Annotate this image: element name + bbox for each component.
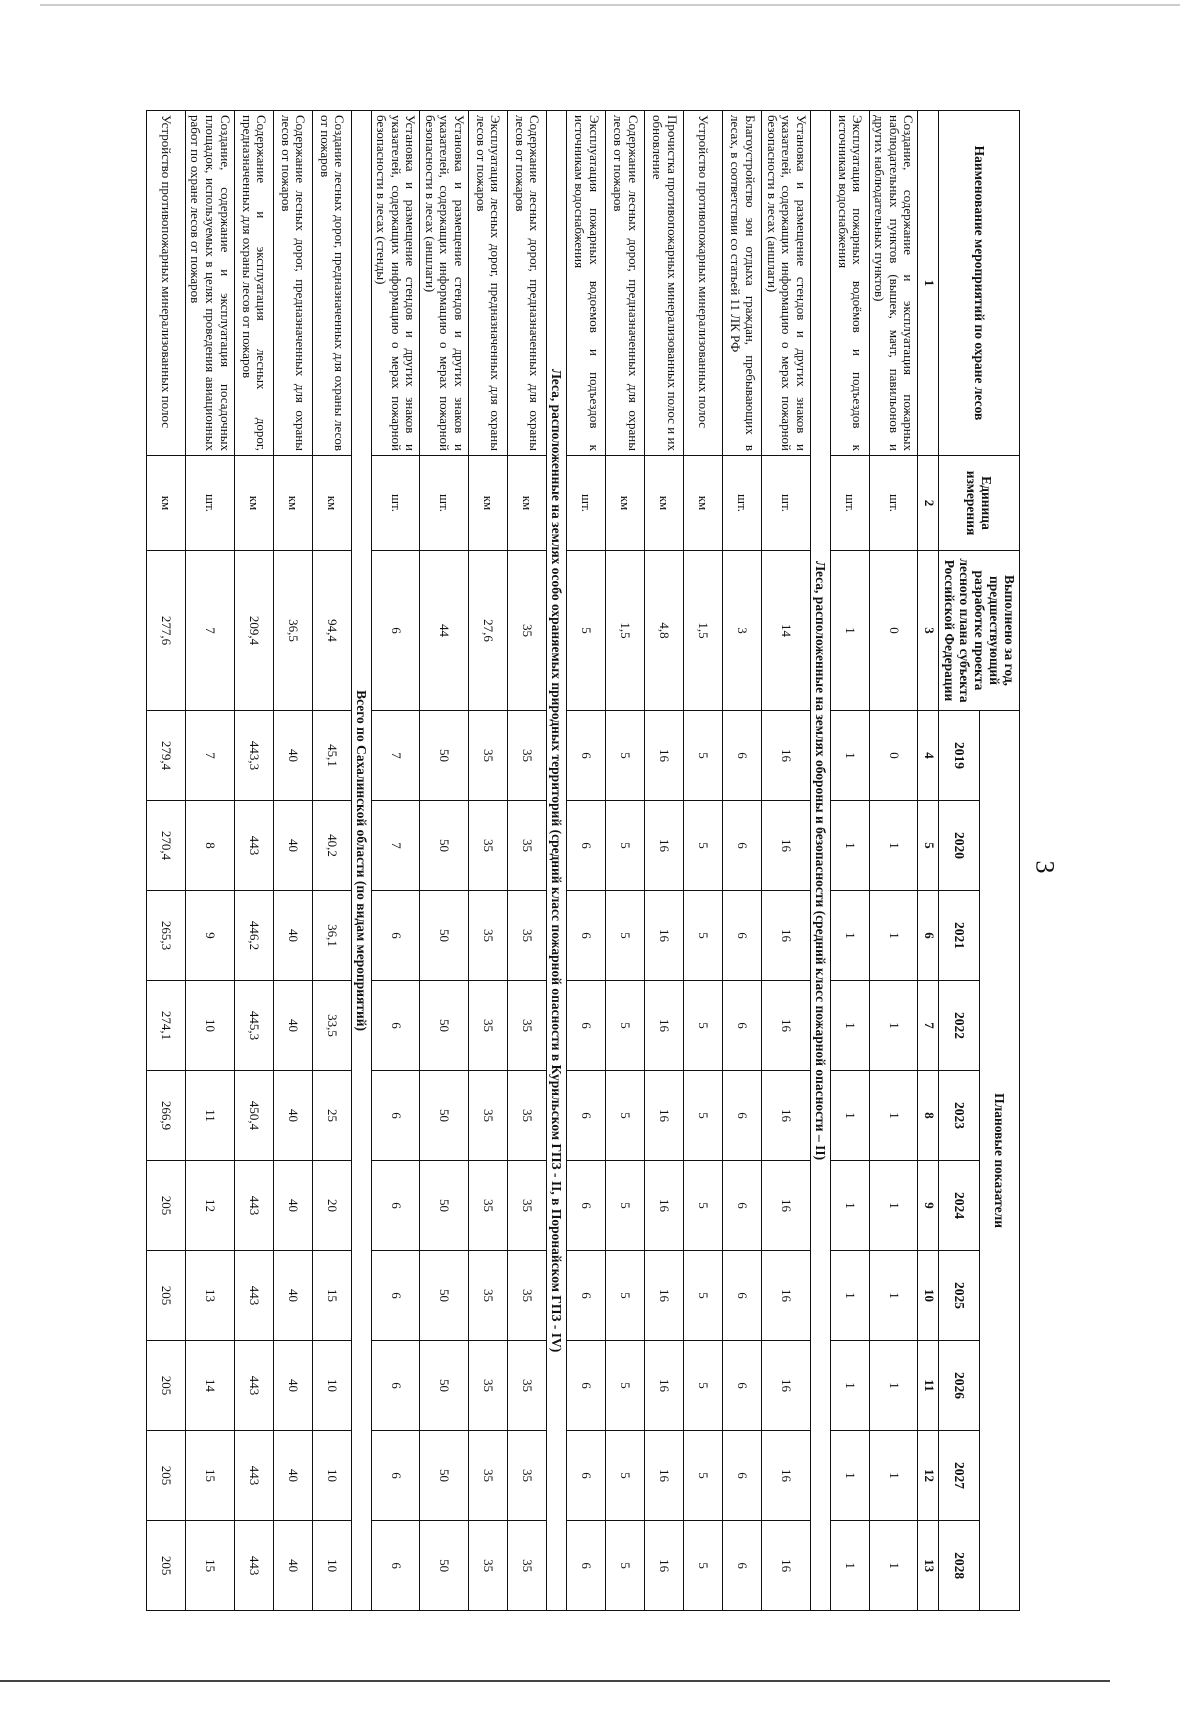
planned-value-cell: 40 bbox=[273, 891, 312, 981]
planned-value-cell: 7 bbox=[371, 801, 420, 891]
planned-value-cell: 6 bbox=[567, 801, 606, 891]
unit-cell: шт. bbox=[762, 456, 811, 551]
planned-value-cell: 16 bbox=[762, 1431, 811, 1521]
planned-value-cell: 6 bbox=[371, 1251, 420, 1341]
planned-value-cell: 50 bbox=[420, 1521, 469, 1611]
planned-value-cell: 446,2 bbox=[234, 891, 273, 981]
header-year: 2019 bbox=[939, 711, 979, 801]
planned-value-cell: 1 bbox=[869, 1071, 918, 1161]
section-title: Леса, расположенные на землях обороны и безопасности (средний класс пожарной опасности – II) bbox=[810, 111, 830, 1611]
activity-name-cell: Установка и размещение стендов и других знаков и указателей, содержащих информацию о мерах пожарной безопасности в лесах (аншлаги) bbox=[762, 111, 811, 456]
planned-value-cell: 1 bbox=[869, 1431, 918, 1521]
unit-cell: шт. bbox=[567, 456, 606, 551]
planned-value-cell: 16 bbox=[645, 1251, 684, 1341]
planned-value-cell: 50 bbox=[420, 1431, 469, 1521]
planned-value-cell: 0 bbox=[869, 711, 918, 801]
done-value-cell: 44 bbox=[420, 551, 469, 711]
planned-value-cell: 7 bbox=[371, 711, 420, 801]
planned-value-cell: 5 bbox=[606, 891, 645, 981]
planned-value-cell: 1 bbox=[830, 891, 869, 981]
planned-value-cell: 40 bbox=[273, 1251, 312, 1341]
planned-value-cell: 6 bbox=[371, 1521, 420, 1611]
planned-value-cell: 6 bbox=[723, 1071, 762, 1161]
planned-value-cell: 1 bbox=[830, 981, 869, 1071]
activity-name-cell: Эксплуатация лесных дорог, предназначенных для охраны лесов от пожаров bbox=[468, 111, 507, 456]
planned-value-cell: 10 bbox=[185, 981, 234, 1071]
column-number-cell: 7 bbox=[918, 981, 939, 1071]
planned-value-cell: 5 bbox=[606, 1071, 645, 1161]
planned-value-cell: 35 bbox=[507, 711, 546, 801]
planned-value-cell: 35 bbox=[468, 1251, 507, 1341]
planned-value-cell: 6 bbox=[723, 1251, 762, 1341]
planned-value-cell: 1 bbox=[830, 1341, 869, 1431]
done-value-cell: 1,5 bbox=[684, 551, 723, 711]
done-value-cell: 35 bbox=[507, 551, 546, 711]
planned-value-cell: 265,3 bbox=[146, 891, 185, 981]
table-row bbox=[830, 111, 869, 1611]
planned-value-cell: 450,4 bbox=[234, 1071, 273, 1161]
planned-value-cell: 5 bbox=[684, 1161, 723, 1251]
table-row bbox=[567, 111, 606, 1611]
activity-name-cell: Установка и размещение стендов и других знаков и указателей, содержащих информацию о мерах пожарной безопасности в лесах (стенды) bbox=[371, 111, 420, 456]
planned-value-cell: 40 bbox=[273, 1521, 312, 1611]
planned-value-cell: 16 bbox=[762, 1071, 811, 1161]
planned-value-cell: 50 bbox=[420, 1341, 469, 1431]
table-row bbox=[869, 111, 918, 1611]
planned-value-cell: 16 bbox=[645, 1071, 684, 1161]
planned-value-cell: 1 bbox=[869, 981, 918, 1071]
planned-value-cell: 5 bbox=[684, 801, 723, 891]
planned-value-cell: 6 bbox=[567, 1161, 606, 1251]
planned-value-cell: 35 bbox=[468, 801, 507, 891]
section-heading-row bbox=[810, 111, 830, 1611]
planned-value-cell: 35 bbox=[507, 801, 546, 891]
planned-value-cell: 35 bbox=[468, 981, 507, 1071]
activity-name-cell: Устройство противопожарных минерализованных полос bbox=[146, 111, 185, 456]
planned-value-cell: 6 bbox=[723, 1521, 762, 1611]
activity-name-cell: Содержание лесных дорог, предназначенных для охраны лесов от пожаров bbox=[273, 111, 312, 456]
planned-value-cell: 35 bbox=[468, 1071, 507, 1161]
planned-value-cell: 5 bbox=[684, 891, 723, 981]
column-number-cell: 2 bbox=[918, 456, 939, 551]
planned-value-cell: 205 bbox=[146, 1431, 185, 1521]
planned-value-cell: 35 bbox=[468, 1521, 507, 1611]
planned-value-cell: 16 bbox=[762, 891, 811, 981]
planned-value-cell: 35 bbox=[507, 1431, 546, 1521]
header-name: Наименование мероприятий по охране лесов bbox=[939, 111, 1020, 456]
planned-value-cell: 1 bbox=[869, 1251, 918, 1341]
planned-value-cell: 279,4 bbox=[146, 711, 185, 801]
planned-value-cell: 266,9 bbox=[146, 1071, 185, 1161]
planned-value-cell: 1 bbox=[869, 1341, 918, 1431]
planned-value-cell: 36,1 bbox=[312, 891, 351, 981]
unit-cell: км bbox=[234, 456, 273, 551]
table-row bbox=[762, 111, 811, 1611]
planned-value-cell: 6 bbox=[723, 801, 762, 891]
planned-value-cell: 35 bbox=[468, 891, 507, 981]
column-number-cell: 12 bbox=[918, 1431, 939, 1521]
unit-cell: км bbox=[273, 456, 312, 551]
planned-value-cell: 16 bbox=[762, 1251, 811, 1341]
done-value-cell: 4,8 bbox=[645, 551, 684, 711]
activity-name-cell: Эксплуатация пожарных водоёмов и подъездов к источникам водоснабжения bbox=[830, 111, 869, 456]
column-number-cell: 8 bbox=[918, 1071, 939, 1161]
planned-value-cell: 16 bbox=[645, 801, 684, 891]
unit-cell: км bbox=[312, 456, 351, 551]
header-unit: Единица измерения bbox=[939, 456, 1020, 551]
planned-value-cell: 9 bbox=[185, 891, 234, 981]
planned-value-cell: 6 bbox=[371, 1071, 420, 1161]
planned-value-cell: 6 bbox=[567, 1341, 606, 1431]
planned-value-cell: 16 bbox=[645, 981, 684, 1071]
activity-name-cell: Создание лесных дорог, предназначенных для охраны лесов от пожаров bbox=[312, 111, 351, 456]
planned-value-cell: 40 bbox=[273, 1161, 312, 1251]
unit-cell: км bbox=[606, 456, 645, 551]
header-year: 2026 bbox=[939, 1341, 979, 1431]
planned-value-cell: 35 bbox=[507, 1521, 546, 1611]
planned-value-cell: 16 bbox=[762, 1341, 811, 1431]
planned-value-cell: 15 bbox=[185, 1431, 234, 1521]
planned-value-cell: 1 bbox=[869, 1521, 918, 1611]
planned-value-cell: 1 bbox=[830, 1161, 869, 1251]
column-number-cell: 3 bbox=[918, 551, 939, 711]
done-value-cell: 7 bbox=[185, 551, 234, 711]
section-title: Всего по Сахалинской области (по видам мероприятий) bbox=[351, 111, 371, 1611]
planned-value-cell: 20 bbox=[312, 1161, 351, 1251]
planned-value-cell: 5 bbox=[606, 981, 645, 1071]
header-year: 2021 bbox=[939, 891, 979, 981]
planned-value-cell: 6 bbox=[371, 1341, 420, 1431]
column-number-cell: 5 bbox=[918, 801, 939, 891]
planned-value-cell: 6 bbox=[567, 1521, 606, 1611]
column-numbers-row bbox=[918, 111, 939, 1611]
planned-value-cell: 5 bbox=[606, 1341, 645, 1431]
planned-value-cell: 45,1 bbox=[312, 711, 351, 801]
activity-name-cell: Содержание и эксплуатация лесных дорог, предназначенных для охраны лесов от пожаров bbox=[234, 111, 273, 456]
planned-value-cell: 6 bbox=[371, 1161, 420, 1251]
done-value-cell: 27,6 bbox=[468, 551, 507, 711]
planned-value-cell: 6 bbox=[567, 1431, 606, 1521]
planned-value-cell: 50 bbox=[420, 1161, 469, 1251]
planned-value-cell: 10 bbox=[312, 1431, 351, 1521]
table-row bbox=[146, 111, 185, 1611]
table-row bbox=[185, 111, 234, 1611]
planned-value-cell: 5 bbox=[606, 711, 645, 801]
section-heading-row bbox=[351, 111, 371, 1611]
planned-value-cell: 1 bbox=[869, 801, 918, 891]
planned-value-cell: 50 bbox=[420, 711, 469, 801]
planned-value-cell: 5 bbox=[684, 1521, 723, 1611]
column-number-cell: 4 bbox=[918, 711, 939, 801]
column-number-cell: 11 bbox=[918, 1341, 939, 1431]
planned-value-cell: 35 bbox=[507, 1341, 546, 1431]
planned-value-cell: 35 bbox=[507, 891, 546, 981]
unit-cell: шт. bbox=[420, 456, 469, 551]
planned-value-cell: 10 bbox=[312, 1521, 351, 1611]
planned-value-cell: 35 bbox=[507, 1251, 546, 1341]
planned-value-cell: 5 bbox=[606, 1431, 645, 1521]
planned-value-cell: 6 bbox=[723, 711, 762, 801]
planned-value-cell: 443 bbox=[234, 1341, 273, 1431]
unit-cell: шт. bbox=[371, 456, 420, 551]
activity-name-cell: Благоустройство зон отдыха граждан, пребывающих в лесах, в соответствии со статьей 11 ЛК РФ bbox=[723, 111, 762, 456]
planned-value-cell: 15 bbox=[312, 1251, 351, 1341]
planned-value-cell: 6 bbox=[723, 1341, 762, 1431]
planned-value-cell: 443,3 bbox=[234, 711, 273, 801]
unit-cell: шт. bbox=[869, 456, 918, 551]
activity-name-cell: Прочистка противопожарных минерализованных полос и их обновление bbox=[645, 111, 684, 456]
planned-value-cell: 12 bbox=[185, 1161, 234, 1251]
planned-value-cell: 40 bbox=[273, 1071, 312, 1161]
unit-cell: км bbox=[684, 456, 723, 551]
planned-value-cell: 445,3 bbox=[234, 981, 273, 1071]
planned-value-cell: 16 bbox=[645, 1341, 684, 1431]
planned-value-cell: 35 bbox=[507, 1161, 546, 1251]
unit-cell: шт. bbox=[723, 456, 762, 551]
activity-name-cell: Устройство противопожарных минерализованных полос bbox=[684, 111, 723, 456]
planned-value-cell: 5 bbox=[684, 1071, 723, 1161]
planned-value-cell: 40 bbox=[273, 711, 312, 801]
planned-value-cell: 270,4 bbox=[146, 801, 185, 891]
planned-value-cell: 50 bbox=[420, 801, 469, 891]
section-heading-row bbox=[546, 111, 566, 1611]
planned-value-cell: 16 bbox=[645, 1521, 684, 1611]
table-body bbox=[146, 111, 939, 1611]
planned-value-cell: 6 bbox=[567, 1071, 606, 1161]
header-year: 2028 bbox=[939, 1521, 979, 1611]
planned-value-cell: 35 bbox=[507, 1071, 546, 1161]
planned-value-cell: 6 bbox=[371, 891, 420, 981]
header-year: 2024 bbox=[939, 1161, 979, 1251]
planned-value-cell: 1 bbox=[830, 1251, 869, 1341]
planned-value-cell: 35 bbox=[507, 981, 546, 1071]
table-row bbox=[234, 111, 273, 1611]
planned-value-cell: 15 bbox=[185, 1521, 234, 1611]
header-done: Выполнено за год, предшествующий разработке проекта лесного плана субъекта Российской Федерации bbox=[939, 551, 1020, 711]
header-year: 2027 bbox=[939, 1431, 979, 1521]
done-value-cell: 1,5 bbox=[606, 551, 645, 711]
planned-value-cell: 50 bbox=[420, 891, 469, 981]
planned-value-cell: 16 bbox=[762, 801, 811, 891]
planned-value-cell: 443 bbox=[234, 801, 273, 891]
done-value-cell: 0 bbox=[869, 551, 918, 711]
planned-value-cell: 50 bbox=[420, 1071, 469, 1161]
planned-value-cell: 25 bbox=[312, 1071, 351, 1161]
planned-value-cell: 1 bbox=[830, 1431, 869, 1521]
planned-value-cell: 1 bbox=[869, 891, 918, 981]
planned-value-cell: 6 bbox=[723, 891, 762, 981]
table-row bbox=[507, 111, 546, 1611]
planned-value-cell: 5 bbox=[606, 1521, 645, 1611]
header-year: 2025 bbox=[939, 1251, 979, 1341]
activity-name-cell: Создание, содержание и эксплуатация посадочных площадок, используемых в целях проведения авиационных работ по охране лесов от пожаров bbox=[185, 111, 234, 456]
table-row bbox=[684, 111, 723, 1611]
done-value-cell: 5 bbox=[567, 551, 606, 711]
column-number-cell: 1 bbox=[918, 111, 939, 456]
planned-value-cell: 6 bbox=[723, 1161, 762, 1251]
planned-value-cell: 16 bbox=[762, 981, 811, 1071]
planned-value-cell: 11 bbox=[185, 1071, 234, 1161]
unit-cell: км bbox=[645, 456, 684, 551]
planned-value-cell: 443 bbox=[234, 1161, 273, 1251]
planned-value-cell: 6 bbox=[371, 981, 420, 1071]
column-number-cell: 13 bbox=[918, 1521, 939, 1611]
header-planned: Плановые показатели bbox=[979, 711, 1019, 1611]
done-value-cell: 209,4 bbox=[234, 551, 273, 711]
planned-value-cell: 5 bbox=[684, 1341, 723, 1431]
planned-value-cell: 6 bbox=[723, 1431, 762, 1521]
planned-value-cell: 40 bbox=[273, 981, 312, 1071]
done-value-cell: 3 bbox=[723, 551, 762, 711]
planned-value-cell: 7 bbox=[185, 711, 234, 801]
planned-value-cell: 6 bbox=[567, 1251, 606, 1341]
planned-value-cell: 1 bbox=[869, 1161, 918, 1251]
column-number-cell: 6 bbox=[918, 891, 939, 981]
table-row bbox=[371, 111, 420, 1611]
planned-value-cell: 205 bbox=[146, 1251, 185, 1341]
planned-value-cell: 35 bbox=[468, 711, 507, 801]
unit-cell: км bbox=[146, 456, 185, 551]
section-title: Леса, расположенные на землях особо охраняемых природных территорий (средний класс пожарной опасности в Курильском ГПЗ - II, в Поронайском ГПЗ - IV) bbox=[546, 111, 566, 1611]
table-row bbox=[312, 111, 351, 1611]
header-year: 2020 bbox=[939, 801, 979, 891]
planned-value-cell: 14 bbox=[185, 1341, 234, 1431]
planned-value-cell: 35 bbox=[468, 1161, 507, 1251]
planned-value-cell: 443 bbox=[234, 1251, 273, 1341]
planned-value-cell: 5 bbox=[684, 981, 723, 1071]
unit-cell: шт. bbox=[830, 456, 869, 551]
planned-value-cell: 16 bbox=[645, 711, 684, 801]
planned-value-cell: 6 bbox=[567, 711, 606, 801]
planned-value-cell: 6 bbox=[723, 981, 762, 1071]
planned-value-cell: 10 bbox=[312, 1341, 351, 1431]
scan-edge-bottom bbox=[0, 1680, 1110, 1682]
planned-value-cell: 6 bbox=[371, 1431, 420, 1521]
planned-value-cell: 16 bbox=[762, 1521, 811, 1611]
forest-protection-table bbox=[146, 110, 1020, 1611]
planned-value-cell: 205 bbox=[146, 1161, 185, 1251]
planned-value-cell: 40 bbox=[273, 1341, 312, 1431]
done-value-cell: 14 bbox=[762, 551, 811, 711]
column-number-cell: 9 bbox=[918, 1161, 939, 1251]
planned-value-cell: 5 bbox=[606, 1251, 645, 1341]
planned-value-cell: 205 bbox=[146, 1341, 185, 1431]
planned-value-cell: 16 bbox=[645, 1431, 684, 1521]
unit-cell: шт. bbox=[185, 456, 234, 551]
done-value-cell: 6 bbox=[371, 551, 420, 711]
table-row bbox=[645, 111, 684, 1611]
planned-value-cell: 443 bbox=[234, 1431, 273, 1521]
planned-value-cell: 6 bbox=[567, 891, 606, 981]
done-value-cell: 1 bbox=[830, 551, 869, 711]
planned-value-cell: 50 bbox=[420, 981, 469, 1071]
activity-name-cell: Создание, содержание и эксплуатация пожарных наблюдательных пунктов (вышек, мачт, павильонов и других наблюдательных пунктов) bbox=[869, 111, 918, 456]
planned-value-cell: 35 bbox=[468, 1431, 507, 1521]
header-year: 2022 bbox=[939, 981, 979, 1071]
table-row bbox=[273, 111, 312, 1611]
activity-name-cell: Содержание лесных дорог, предназначенных для охраны лесов от пожаров bbox=[507, 111, 546, 456]
planned-value-cell: 274,1 bbox=[146, 981, 185, 1071]
activity-name-cell: Содержание лесных дорог, предназначенных для охраны лесов от пожаров bbox=[606, 111, 645, 456]
planned-value-cell: 40 bbox=[273, 1431, 312, 1521]
table-row bbox=[723, 111, 762, 1611]
planned-value-cell: 205 bbox=[146, 1521, 185, 1611]
planned-value-cell: 1 bbox=[830, 1521, 869, 1611]
rotated-table-container bbox=[100, 110, 1020, 1610]
planned-value-cell: 40,2 bbox=[312, 801, 351, 891]
planned-value-cell: 5 bbox=[684, 711, 723, 801]
activity-name-cell: Установка и размещение стендов и других знаков и указателей, содержащих информацию о мерах пожарной безопасности в лесах (аншлаги) bbox=[420, 111, 469, 456]
planned-value-cell: 16 bbox=[645, 891, 684, 981]
table-row bbox=[420, 111, 469, 1611]
table-row bbox=[468, 111, 507, 1611]
planned-value-cell: 5 bbox=[684, 1431, 723, 1521]
scan-edge-top bbox=[40, 4, 1180, 6]
done-value-cell: 277,6 bbox=[146, 551, 185, 711]
planned-value-cell: 16 bbox=[762, 1161, 811, 1251]
planned-value-cell: 5 bbox=[684, 1251, 723, 1341]
unit-cell: км bbox=[468, 456, 507, 551]
done-value-cell: 36,5 bbox=[273, 551, 312, 711]
table-row bbox=[606, 111, 645, 1611]
planned-value-cell: 35 bbox=[468, 1341, 507, 1431]
page-number: 3 bbox=[1030, 860, 1060, 874]
column-number-cell: 10 bbox=[918, 1251, 939, 1341]
planned-value-cell: 33,5 bbox=[312, 981, 351, 1071]
planned-value-cell: 1 bbox=[830, 1071, 869, 1161]
planned-value-cell: 8 bbox=[185, 801, 234, 891]
done-value-cell: 94,4 bbox=[312, 551, 351, 711]
planned-value-cell: 13 bbox=[185, 1251, 234, 1341]
planned-value-cell: 1 bbox=[830, 711, 869, 801]
planned-value-cell: 5 bbox=[606, 1161, 645, 1251]
planned-value-cell: 40 bbox=[273, 801, 312, 891]
planned-value-cell: 6 bbox=[567, 981, 606, 1071]
planned-value-cell: 16 bbox=[762, 711, 811, 801]
planned-value-cell: 16 bbox=[645, 1161, 684, 1251]
planned-value-cell: 50 bbox=[420, 1251, 469, 1341]
unit-cell: км bbox=[507, 456, 546, 551]
activity-name-cell: Эксплуатация пожарных водоемов и подъездов к источникам водоснабжения bbox=[567, 111, 606, 456]
planned-value-cell: 443 bbox=[234, 1521, 273, 1611]
planned-value-cell: 1 bbox=[830, 801, 869, 891]
planned-value-cell: 5 bbox=[606, 801, 645, 891]
header-year: 2023 bbox=[939, 1071, 979, 1161]
